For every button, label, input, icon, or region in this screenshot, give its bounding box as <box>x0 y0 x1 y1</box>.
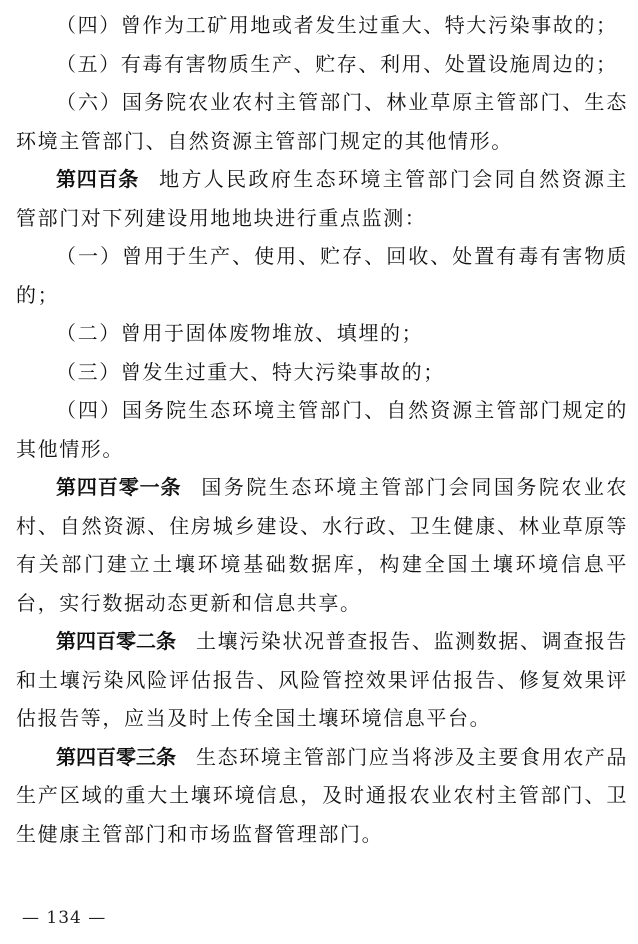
paragraph-item-4b <box>16 391 628 468</box>
paragraph-text: （五）有毒有害物质生产、贮存、利用、处置设施周边的； <box>56 51 618 76</box>
article-402 <box>16 622 628 738</box>
article-number: 第四百零一条 <box>56 475 182 499</box>
article-number: 第四百零三条 <box>56 744 176 769</box>
article-401 <box>16 468 628 622</box>
paragraph-text: （一）曾用于生产、使用、贮存、回收、处置有毒有害物质的； <box>16 244 628 307</box>
page-number: — 134 — <box>22 908 107 928</box>
document-body <box>16 0 628 853</box>
paragraph-item-4 <box>16 6 628 45</box>
article-400 <box>16 160 628 237</box>
paragraph-item-1 <box>16 237 628 314</box>
paragraph-text: （六）国务院农业农村主管部门、林业草原主管部门、生态环境主管部门、自然资源主管部门规定的其他情形。 <box>16 90 628 153</box>
article-text: 生态环境主管部门应当将涉及主要食用农产品生产区域的重大土壤环境信息，及时通报农业农村主管部门、卫生健康主管部门和市场监督管理部门。 <box>16 744 628 846</box>
article-text: 土壤污染状况普查报告、监测数据、调查报告和土壤污染风险评估报告、风险管控效果评估报告、修复效果评估报告等，应当及时上传全国土壤环境信息平台。 <box>16 629 628 730</box>
paragraph-text: （四）曾作为工矿用地或者发生过重大、特大污染事故的； <box>56 13 618 37</box>
paragraph-item-3 <box>16 353 628 392</box>
article-number: 第四百条 <box>56 167 140 191</box>
article-403 <box>16 738 628 854</box>
paragraph-text: （四）国务院生态环境主管部门、自然资源主管部门规定的其他情形。 <box>16 398 628 461</box>
paragraph-item-6 <box>16 83 628 160</box>
paragraph-text: （二）曾用于固体废物堆放、填埋的； <box>56 321 424 345</box>
paragraph-item-5 <box>16 45 628 84</box>
paragraph-item-2 <box>16 314 628 353</box>
article-text: 地方人民政府生态环境主管部门会同自然资源主管部门对下列建设用地地块进行重点监测： <box>16 167 629 230</box>
paragraph-text: （三）曾发生过重大、特大污染事故的； <box>56 359 445 384</box>
article-number: 第四百零二条 <box>56 629 176 653</box>
article-text: 国务院生态环境主管部门会同国务院农业农村、自然资源、住房城乡建设、水行政、卫生健康、林业草原等有关部门建立土壤环境基础数据库，构建全国土壤环境信息平台，实行数据动态更新和信息共享。 <box>16 475 629 615</box>
